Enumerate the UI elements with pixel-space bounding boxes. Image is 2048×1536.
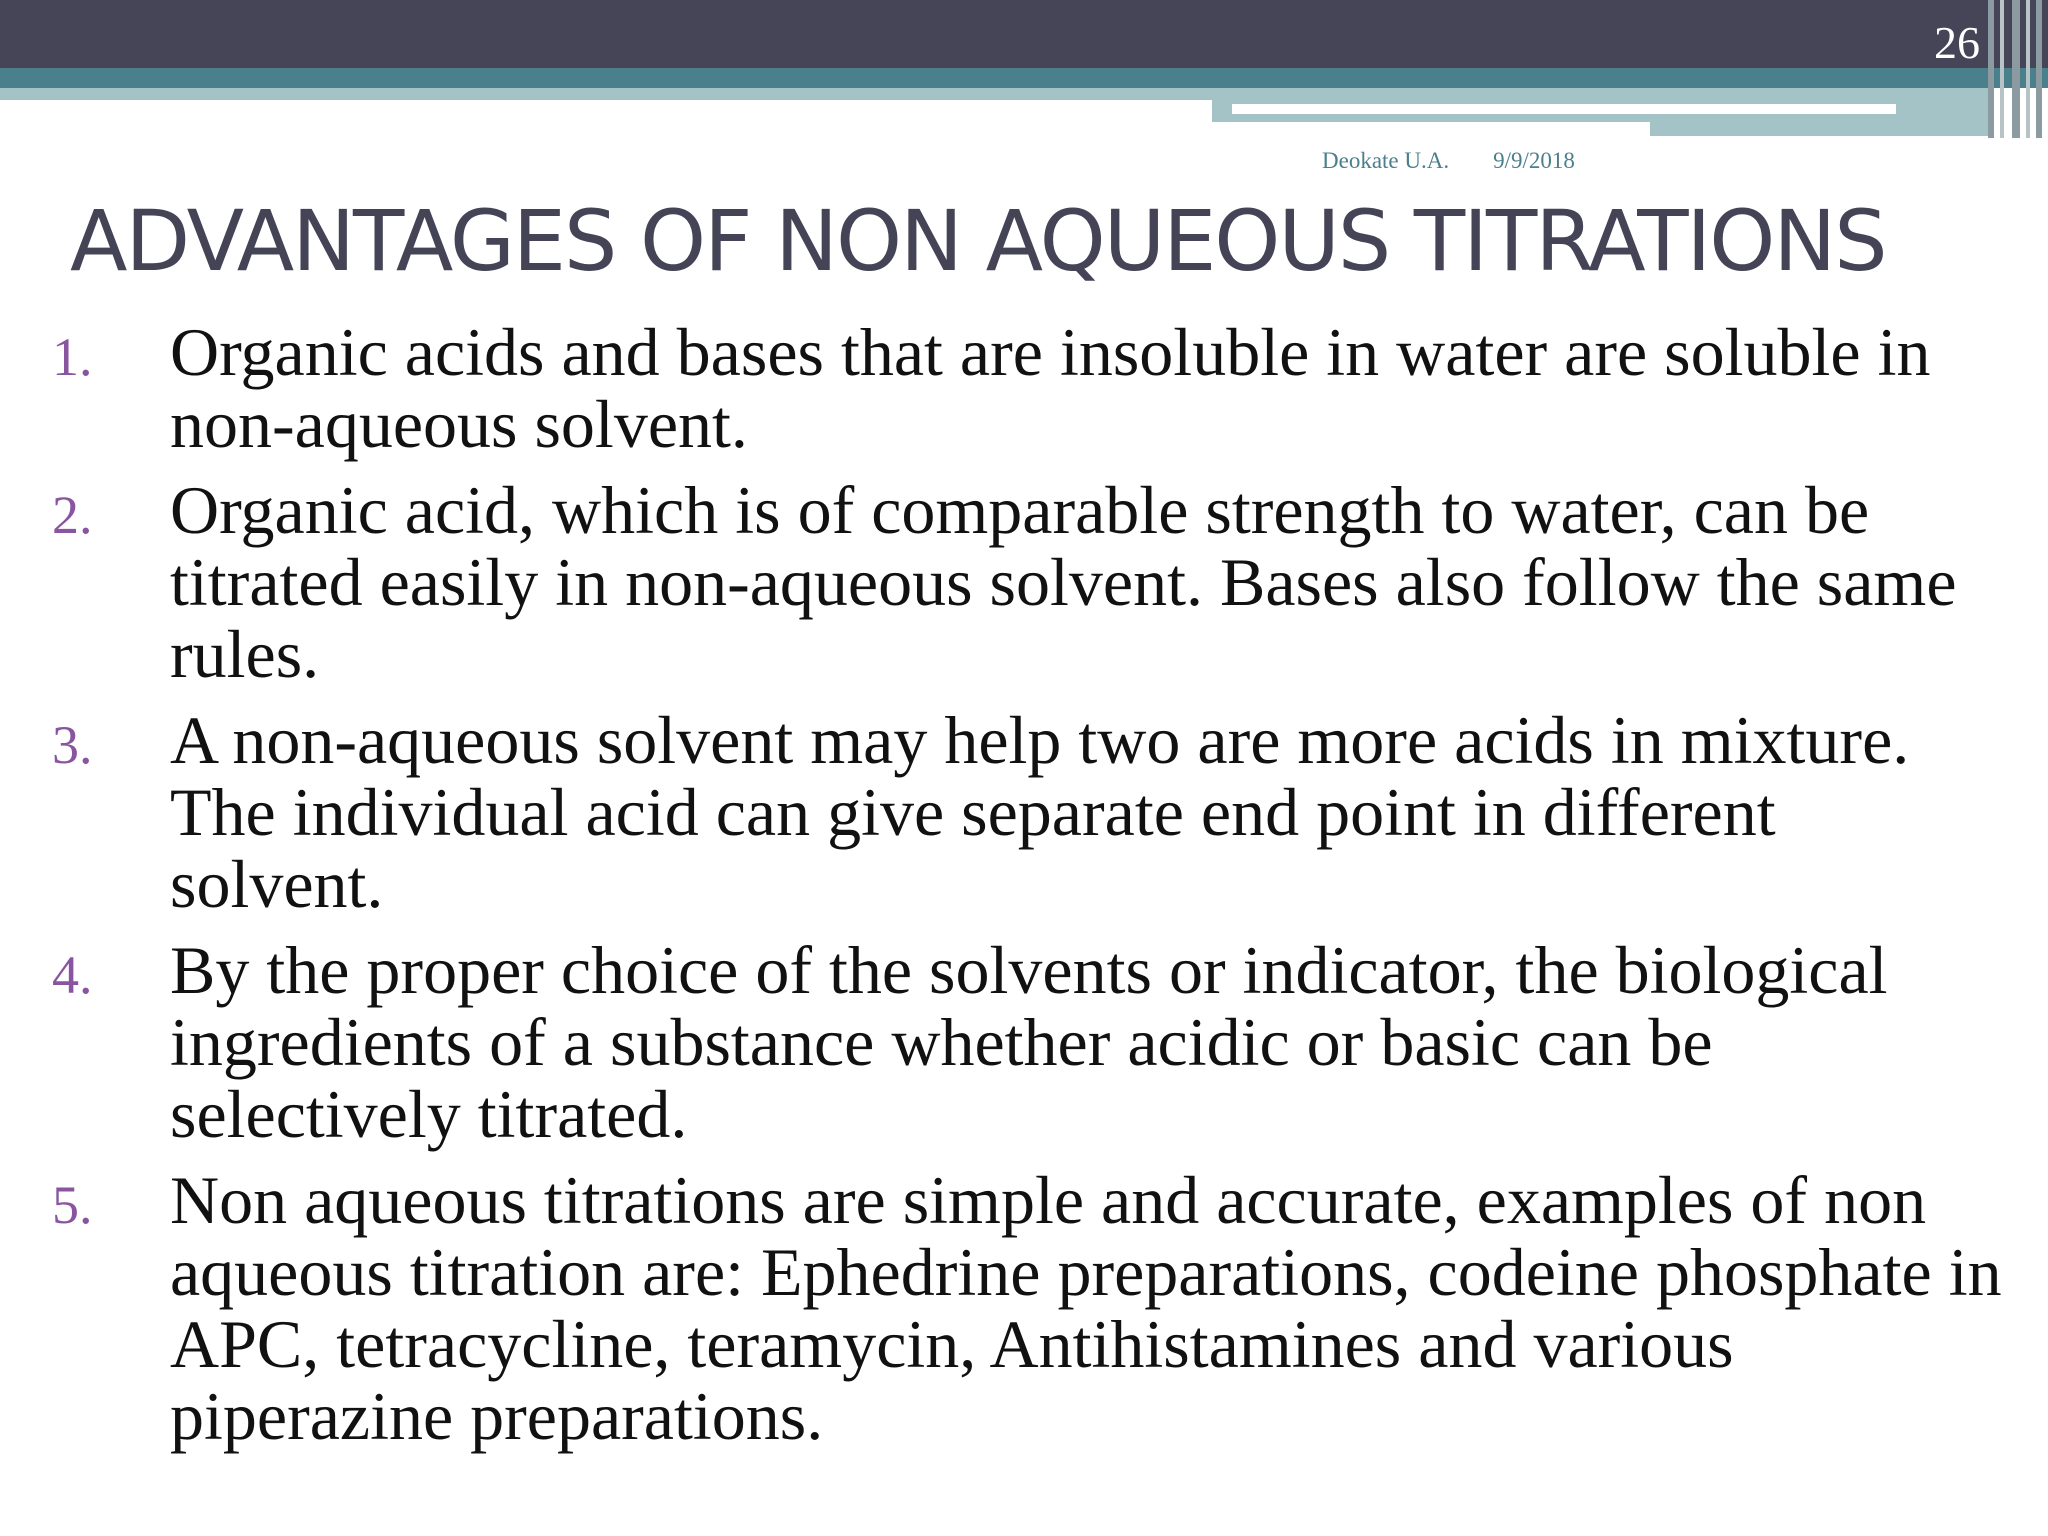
- list-item: [52, 474, 2002, 690]
- list-item-text: Organic acids and bases that are insoluble in water are soluble in non-aqueous solvent.: [170, 314, 1931, 462]
- header-band-light: [0, 88, 1212, 100]
- author-label: Deokate U.A.: [1322, 148, 1450, 173]
- header-vertical-bar: [1988, 0, 1994, 138]
- list-item: [52, 934, 2002, 1150]
- header-vertical-bar: [2000, 0, 2004, 138]
- list-item: [52, 1164, 2002, 1452]
- list-item-text: A non-aqueous solvent may help two are more acids in mixture. The individual acid can give separate end point in different solvent.: [170, 702, 1910, 922]
- header-vertical-bar: [2036, 0, 2042, 138]
- list-item-text: By the proper choice of the solvents or indicator, the biological ingredients of a substance whether acidic or basic can be selectively titrated.: [170, 932, 1888, 1152]
- slide-number: 26: [1934, 17, 1980, 68]
- header-band-dark: [0, 0, 2048, 68]
- list-item: [52, 704, 2002, 920]
- list-item: [52, 316, 2002, 460]
- header-band-teal: [0, 68, 2048, 88]
- list-item-number: 2.: [52, 485, 93, 545]
- date-label: 9/9/2018: [1493, 148, 1575, 173]
- header-vertical-bar: [2012, 0, 2020, 138]
- list-item-number: 3.: [52, 715, 93, 775]
- advantages-list: [52, 316, 2002, 1466]
- header-band-right-gap: [1212, 122, 1650, 136]
- list-item-number: 4.: [52, 945, 93, 1005]
- list-item-number: 1.: [52, 327, 93, 387]
- list-item-text: Non aqueous titrations are simple and accurate, examples of non aqueous titration are: Ephedrine preparations, codeine phosphate in APC, tetracycline, teramycin, Antihistamines and various piperazine preparations.: [170, 1162, 2002, 1454]
- header-vertical-bar: [2026, 0, 2030, 138]
- header-band-right-line: [1232, 104, 1896, 114]
- slide-title: ADVANTAGES OF NON AQUEOUS TITRATIONS: [70, 192, 1886, 290]
- slide-footer-meta: [1322, 148, 1575, 174]
- list-item-number: 5.: [52, 1175, 93, 1235]
- list-item-text: Organic acid, which is of comparable strength to water, can be titrated easily in non-aqueous solvent. Bases also follow the same rules.: [170, 472, 1957, 692]
